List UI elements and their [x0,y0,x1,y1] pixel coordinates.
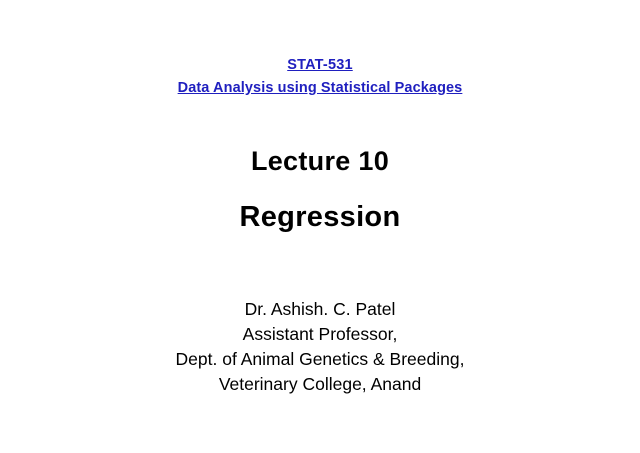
lecture-topic: Regression [239,201,401,234]
title-block [240,146,401,234]
course-code-link[interactable]: STAT-531 [287,57,353,73]
author-name: Dr. Ashish. C. Patel [244,299,396,320]
course-header [178,56,463,98]
author-designation: Assistant Professor, [242,323,398,344]
author-block [176,297,465,396]
author-institution: Veterinary College, Anand [218,373,422,394]
author-department: Dept. of Animal Genetics & Breeding, [175,348,465,369]
course-name-link[interactable]: Data Analysis using Statistical Packages [177,79,463,96]
lecture-number: Lecture 10 [250,146,390,177]
